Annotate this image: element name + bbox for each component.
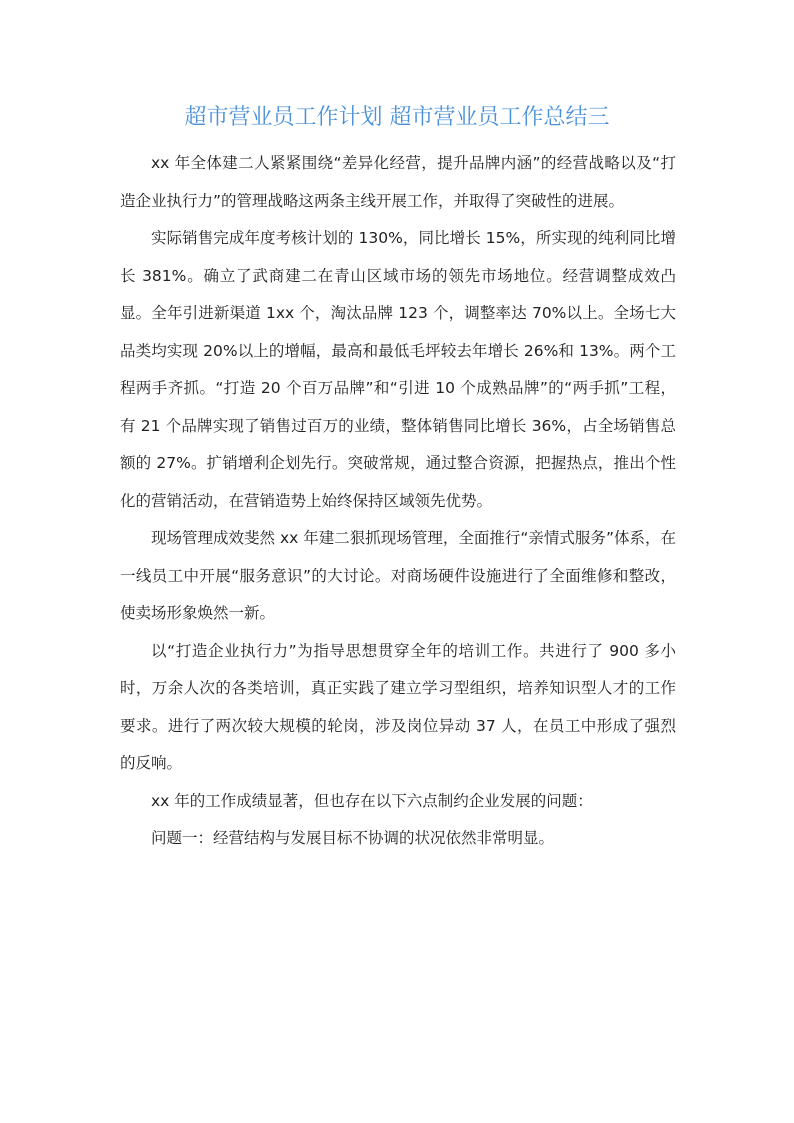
document-title: 超市营业员工作计划 超市营业员工作总结三 — [184, 105, 610, 130]
paragraph-problems-intro: xx 年的工作成绩显著，但也存在以下六点制约企业发展的问题： — [151, 791, 593, 810]
paragraph-site-management: 现场管理成效斐然 xx 年建二狠抓现场管理，全面推行“亲情式服务”体系，在一线员工中开展“服务意识”的大讨论。对商场硬件设施进行了全面维修和整改，使卖场形象焕然一新。 — [120, 529, 676, 622]
document-body — [120, 145, 676, 858]
paragraph-intro: xx 年全体建二人紧紧围绕“差异化经营，提升品牌内涵”的经营战略以及“打造企业执行力”的管理战略这两条主线开展工作，并取得了突破性的进展。 — [120, 154, 676, 210]
paragraph-training: 以“打造企业执行力”为指导思想贯穿全年的培训工作。共进行了 900 多小时，万余人次的各类培训，真正实践了建立学习型组织，培养知识型人才的工作要求。进行了两次较大规模的轮岗，涉及岗位异动 37 人，在员工中形成了强烈的反响。 — [120, 641, 676, 772]
paragraph-sales-results: 实际销售完成年度考核计划的 130%，同比增长 15%，所实现的纯利同比增长 381%。确立了武商建二在青山区域市场的领先市场地位。经营调整成效凸显。全年引进新渠道 1xx 个，淘汰品牌 123 个，调整率达 70%以上。全场七大品类均实现 20%以上的增幅，最高和最低毛坪较去年增长 26%和 13%。两个工程两手齐抓。“打造 20 个百万品牌”和“引进 10 个成熟品牌”的“两手抓”工程，有 21 个品牌实现了销售过百万的业绩，整体销售同比增长 36%，占全场销售总额的 27%。扩销增利企划先行。突破常规，通过整合资源，把握热点，推出个性化的营销活动，在营销造势上始终保持区域领先优势。 — [120, 229, 676, 510]
paragraph-problem-one: 问题一：经营结构与发展目标不协调的状况依然非常明显。 — [151, 829, 555, 847]
